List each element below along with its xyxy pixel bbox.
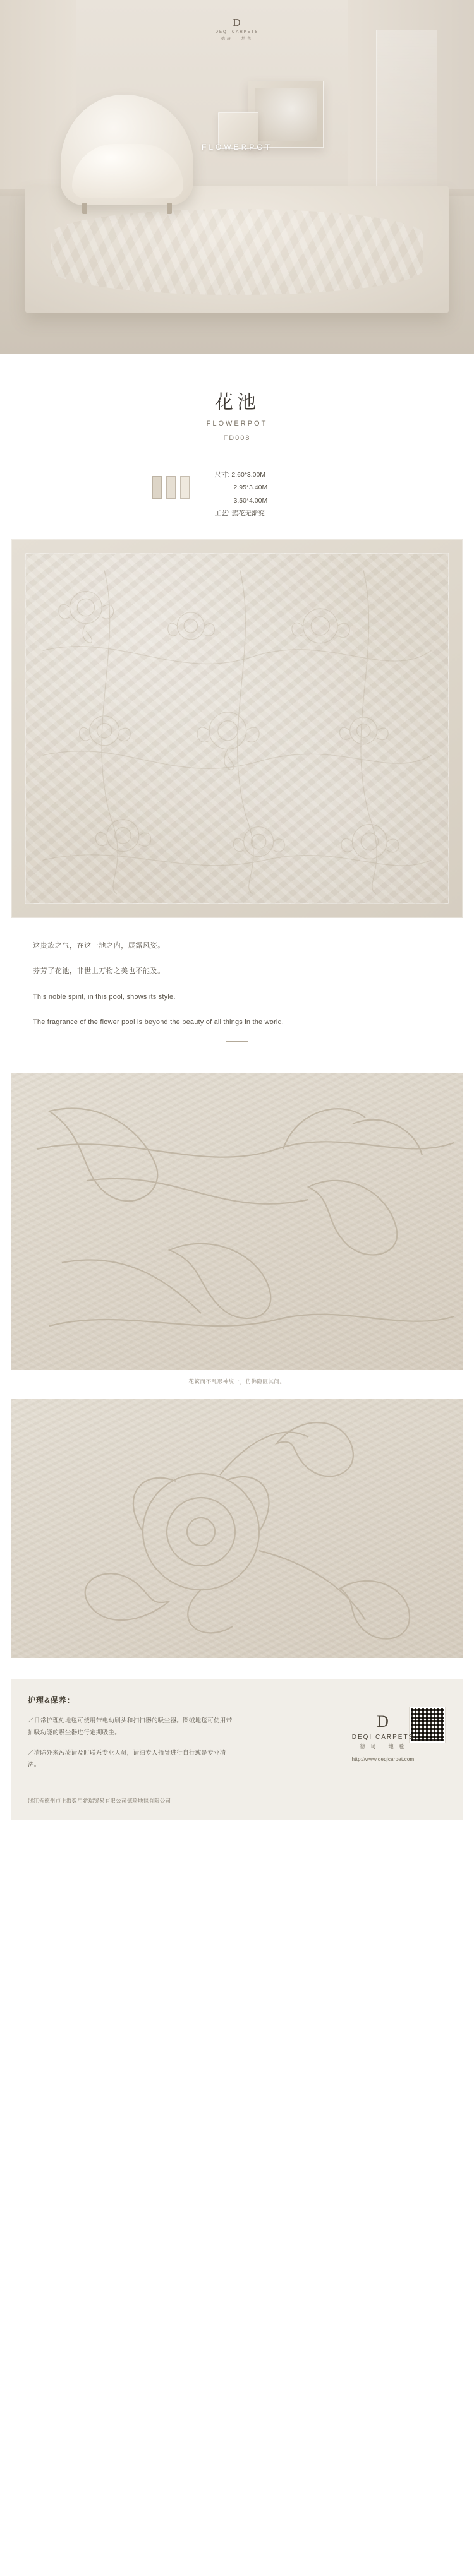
size-value-1: 2.60*3.00M xyxy=(231,471,266,479)
spec-block xyxy=(0,458,474,539)
care-item-2: ／清除外来污渍请及时联系专业人员，请油专人指导进行自行或是专业清洗。 xyxy=(28,1750,226,1768)
logo-subtitle-cn: 德琦 · 地毯 xyxy=(221,37,253,41)
page-title: 花池 xyxy=(214,392,260,413)
chair-leg-right xyxy=(167,203,172,214)
window-panel xyxy=(376,30,437,188)
color-swatches xyxy=(152,468,190,499)
swatch-1 xyxy=(152,476,162,499)
craft-value: 簇花无渐变 xyxy=(231,510,265,518)
floral-pattern-icon xyxy=(30,558,444,903)
poem-line-4: The fragrance of the flower pool is beyond the beauty of all things in the world. xyxy=(33,1018,284,1026)
logo-monogram-icon: D xyxy=(233,16,241,28)
brand-monogram-icon: D xyxy=(377,1712,389,1731)
bottom-padding xyxy=(0,1820,474,1839)
size-value-2: 2.95*3.40M xyxy=(233,484,268,492)
detail-photo-leaves xyxy=(11,1073,463,1370)
size-label: 尺寸: xyxy=(214,471,230,479)
care-item-1: ／日常护理刻地毯可使用带电动刷头和扫扫器的吸尘器。圈绒地毯可使用带抽吸功能的吸尘器进行定期吸尘。 xyxy=(28,1717,233,1736)
swatch-3 xyxy=(180,476,190,499)
product-code: FD008 xyxy=(223,434,251,442)
brand-logo-hero xyxy=(0,16,474,41)
spec-lines xyxy=(215,468,322,520)
brand-block xyxy=(320,1712,446,1762)
brand-name: DEQI CARPETS xyxy=(351,1734,415,1741)
carved-leaf-relief-icon xyxy=(11,1073,463,1370)
brand-name-cn: 德 琦 · 地 毯 xyxy=(360,1743,406,1750)
logo-subtitle: DEQI CARPETS xyxy=(215,30,259,34)
divider xyxy=(226,1041,248,1042)
carved-flower-relief-icon xyxy=(11,1399,463,1658)
rug-top-view-photo xyxy=(11,539,463,918)
footer-note: 浙江省德州市上海数用新瑞贸易有限公司德琦地毯有限公司 xyxy=(11,1796,463,1820)
swatch-2 xyxy=(166,476,176,499)
hero-room-photo xyxy=(0,0,474,354)
hero-rug xyxy=(25,186,449,313)
chair-leg-left xyxy=(82,203,87,214)
page-title-en: FLOWERPOT xyxy=(206,420,268,427)
poem-block xyxy=(0,918,474,1073)
poem-line-2: 芬芳了花池，非世上万物之美也不能及。 xyxy=(33,967,165,975)
poem-line-1: 这贵族之气，在这一池之内，展露风姿。 xyxy=(33,941,165,950)
craft-label: 工艺: xyxy=(214,510,230,518)
care-heading: 护理&保养： xyxy=(28,1696,75,1705)
detail-caption: 花繁而不乱形神统一，仿佛隐匿其间。 xyxy=(188,1378,286,1385)
poem-line-3: This noble spirit, in this pool, shows its style. xyxy=(33,993,176,1001)
hero-caption: FLOWERPOT xyxy=(201,143,272,152)
product-title-block xyxy=(0,354,474,458)
detail-photo-flower xyxy=(11,1399,463,1658)
wall-art-large xyxy=(248,81,324,148)
brand-website[interactable]: http://www.deqicarpet.com xyxy=(351,1756,415,1763)
care-section xyxy=(11,1679,463,1796)
size-value-3: 3.50*4.00M xyxy=(233,496,268,504)
